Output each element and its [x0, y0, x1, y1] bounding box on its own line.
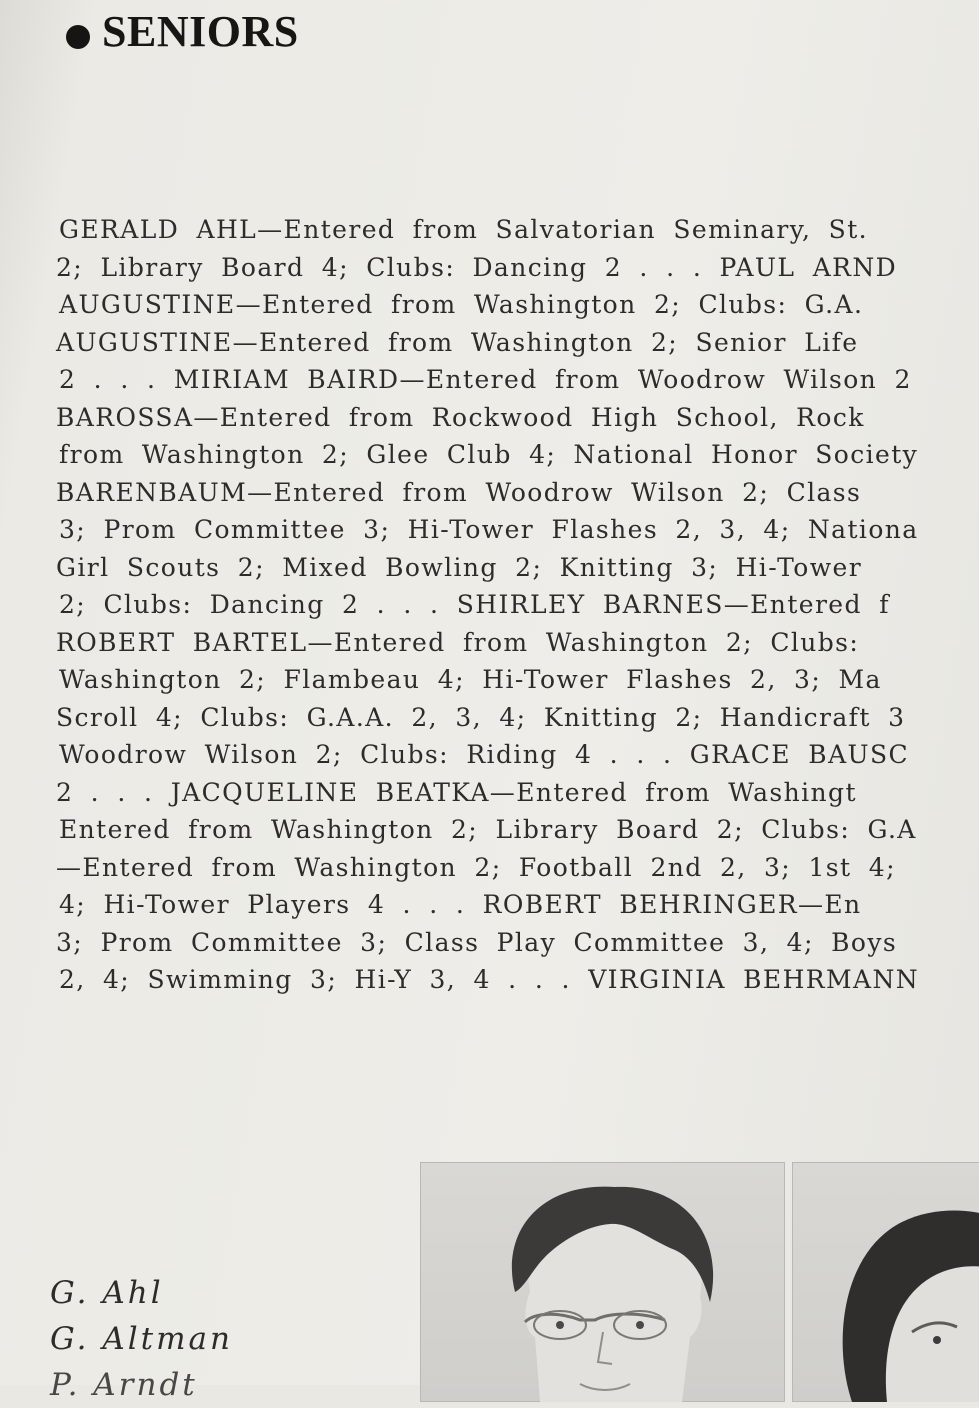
senior-portrait-2 [792, 1162, 979, 1402]
senior-portrait-1 [420, 1162, 785, 1402]
section-heading [66, 6, 299, 57]
bio-line: Woodrow Wilson 2; Clubs: Riding 4 . . . GRACE BAUSC [59, 740, 910, 769]
bio-line: BARENBAUM—Entered from Woodrow Wilson 2; Class [56, 477, 862, 507]
bio-line: BAROSSA—Entered from Rockwood High School, Rock [56, 402, 865, 432]
section-title: SENIORS [102, 7, 299, 56]
bio-line: AUGUSTINE—Entered from Washington 2; Senior Life [56, 327, 859, 357]
bio-line: 2 . . . JACQUELINE BEATKA—Entered from Washingt [56, 777, 857, 807]
bio-line: GERALD AHL—Entered from Salvatorian Seminary, St. [59, 215, 868, 244]
bio-line: 2, 4; Swimming 3; Hi-Y 3, 4 . . . VIRGINIA BEHRMANN [59, 965, 920, 994]
portrait-young-man-icon [420, 1162, 785, 1402]
photo-caption: G. Ahl [50, 1275, 164, 1311]
bio-line: —Entered from Washington 2; Football 2nd 2, 3; 1st 4; [56, 852, 896, 882]
bio-line: ROBERT BARTEL—Entered from Washington 2; Clubs: [56, 627, 860, 657]
bio-line: Washington 2; Flambeau 4; Hi-Tower Flashes 2, 3; Ma [59, 665, 882, 694]
bio-line: 3; Prom Committee 3; Class Play Committee 3, 4; Boys [56, 927, 898, 957]
bio-line: 2; Clubs: Dancing 2 . . . SHIRLEY BARNES—Entered f [59, 590, 890, 619]
bio-line: 2; Library Board 4; Clubs: Dancing 2 . . . PAUL ARND [56, 252, 898, 282]
portrait-young-woman-icon [792, 1162, 979, 1402]
bio-line: Girl Scouts 2; Mixed Bowling 2; Knitting 3; Hi-Tower [56, 552, 863, 582]
bio-line: Entered from Washington 2; Library Board 2; Clubs: G.A [59, 815, 917, 844]
bio-line: Scroll 4; Clubs: G.A.A. 2, 3, 4; Knitting 2; Handicraft 3 [56, 702, 906, 732]
bio-line: 3; Prom Committee 3; Hi-Tower Flashes 2, 3, 4; Nationa [59, 515, 919, 544]
senior-biographies [56, 211, 979, 999]
photo-captions [50, 1270, 233, 1408]
photo-caption: G. Altman [50, 1321, 233, 1357]
bullet-icon [66, 25, 90, 49]
bio-line: AUGUSTINE—Entered from Washington 2; Clubs: G.A. [59, 290, 864, 319]
bio-line: 2 . . . MIRIAM BAIRD—Entered from Woodrow Wilson 2 [59, 365, 912, 394]
photo-caption: P. Arndt [50, 1367, 198, 1403]
bio-line: 4; Hi-Tower Players 4 . . . ROBERT BEHRINGER—En [59, 890, 862, 919]
bio-line: from Washington 2; Glee Club 4; National Honor Society [59, 440, 919, 469]
